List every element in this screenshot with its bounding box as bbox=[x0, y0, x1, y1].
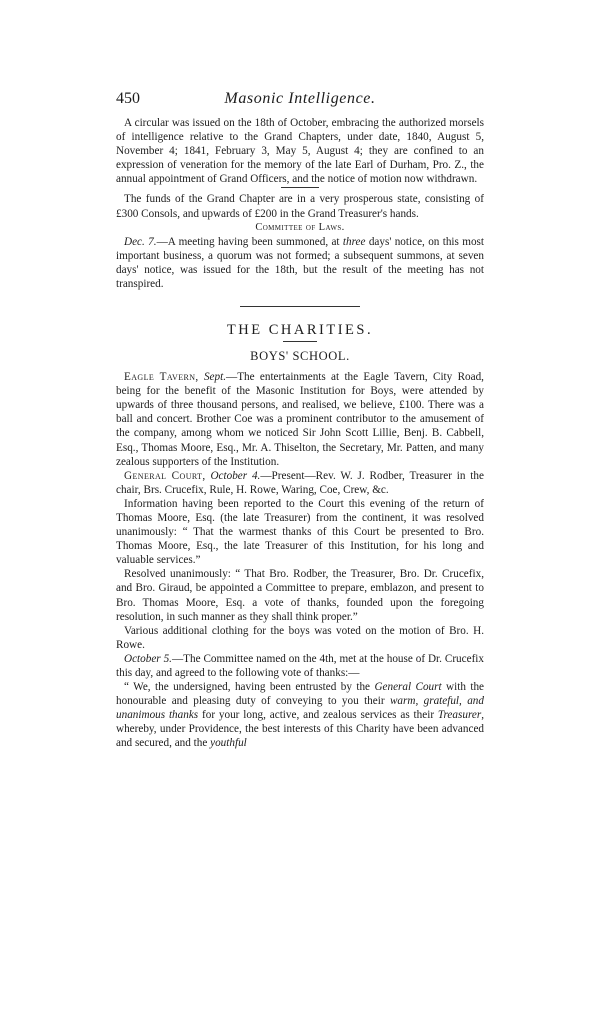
page-number: 450 bbox=[116, 90, 140, 107]
paragraph-clothing: Various additional clothing for the boys was voted on the motion of Bro. H. Rowe. bbox=[116, 624, 484, 651]
paragraph-circular: A circular was issued on the 18th of October, embracing the authorized morsels of intelligence relative to the Grand Chapters, under date, 1840, August 5, November 4; 1841, February 3, May 5, August 4; they are confined to an expression of veneration for the memory of the late Earl of Durham, Pro. Z., the annual appointment of Grand Officers, and the notice of motion now withdrawn. bbox=[116, 117, 484, 186]
page-body bbox=[116, 116, 484, 751]
paragraph-funds: The funds of the Grand Chapter are in a very prosperous state, consisting of £300 Consols, and upwards of £200 in the Grand Treasurer's hands. bbox=[116, 193, 484, 220]
title-divider bbox=[283, 341, 317, 342]
paragraph-dec-7: Dec. 7.—A meeting having been summoned, at three days' notice, on this most important business, a quorum was not formed; a subsequent summons, at seven days' notice, was issued for the 18th, but the result of the meeting has not transpired. bbox=[116, 235, 485, 290]
short-divider bbox=[281, 187, 319, 188]
section-title: THE CHARITIES. bbox=[226, 322, 374, 339]
committee-of-laws-heading: Committee of Laws. bbox=[255, 221, 345, 233]
paragraph-resolved: Resolved unanimously: “ That Bro. Rodber, the Treasurer, Bro. Dr. Crucefix, and Bro. Giraud, be appointed a Committee to prepare, emblazon, and present to Bro. Thomas Moore, Esq. a vote of thanks, founded upon the foregoing resolution, in such manner as they shall think proper.” bbox=[116, 568, 484, 623]
paragraph-information: Information having been reported to the Court this evening of the return of Thomas Moore, Esq. (the late Treasurer) from the continent, it was resolved unanimously: “ That the warmest thanks of this Court be presented to Bro. Thomas Moore, Esq., the late Treasurer of this Institution, for his long and valuable services.” bbox=[116, 497, 484, 567]
running-head: Masonic Intelligence. bbox=[224, 90, 376, 107]
paragraph-general-court: General Court, October 4.—Present—Rev. W. J. Rodber, Treasurer in the chair, Brs. Crucefix, Rule, H. Rowe, Waring, Coe, Crew, &c. bbox=[116, 469, 484, 496]
paragraph-october-5: October 5.—The Committee named on the 4th, met at the house of Dr. Crucefix this day, and agreed to the following vote of thanks:— bbox=[116, 652, 484, 679]
paragraph-vote-of-thanks: “ We, the undersigned, having been entrusted by the General Court with the honourable and pleasing duty of conveying to you their warm, grateful, and unanimous thanks for your long, active, and zealous services as their Treasurer, whereby, under Providence, the best interests of this Charity have been advanced and secured, and the youthful bbox=[116, 681, 484, 750]
section-divider bbox=[240, 306, 360, 307]
date-label: Dec. 7. bbox=[124, 235, 157, 248]
paragraph-eagle-tavern: Eagle Tavern, Sept.—The entertainments at the Eagle Tavern, City Road, being for the benefit of the Masonic Institution for Boys, were attended by upwards of three thousand persons, and realised, we believe, £100. There was a ball and concert. Brother Coe was a prominent contributor to the amusement of the company, among whom we noticed Sir John Scott Lillie, Benj. B. Cabbell, Esq., Thomas Moore, Esq., Mr. A. Thiselton, the Secretary, Mr. Patten, and many zealous supporters of the Institution. bbox=[116, 371, 484, 468]
page-header bbox=[116, 90, 484, 112]
subsection-title: BOYS' SCHOOL. bbox=[250, 349, 350, 364]
